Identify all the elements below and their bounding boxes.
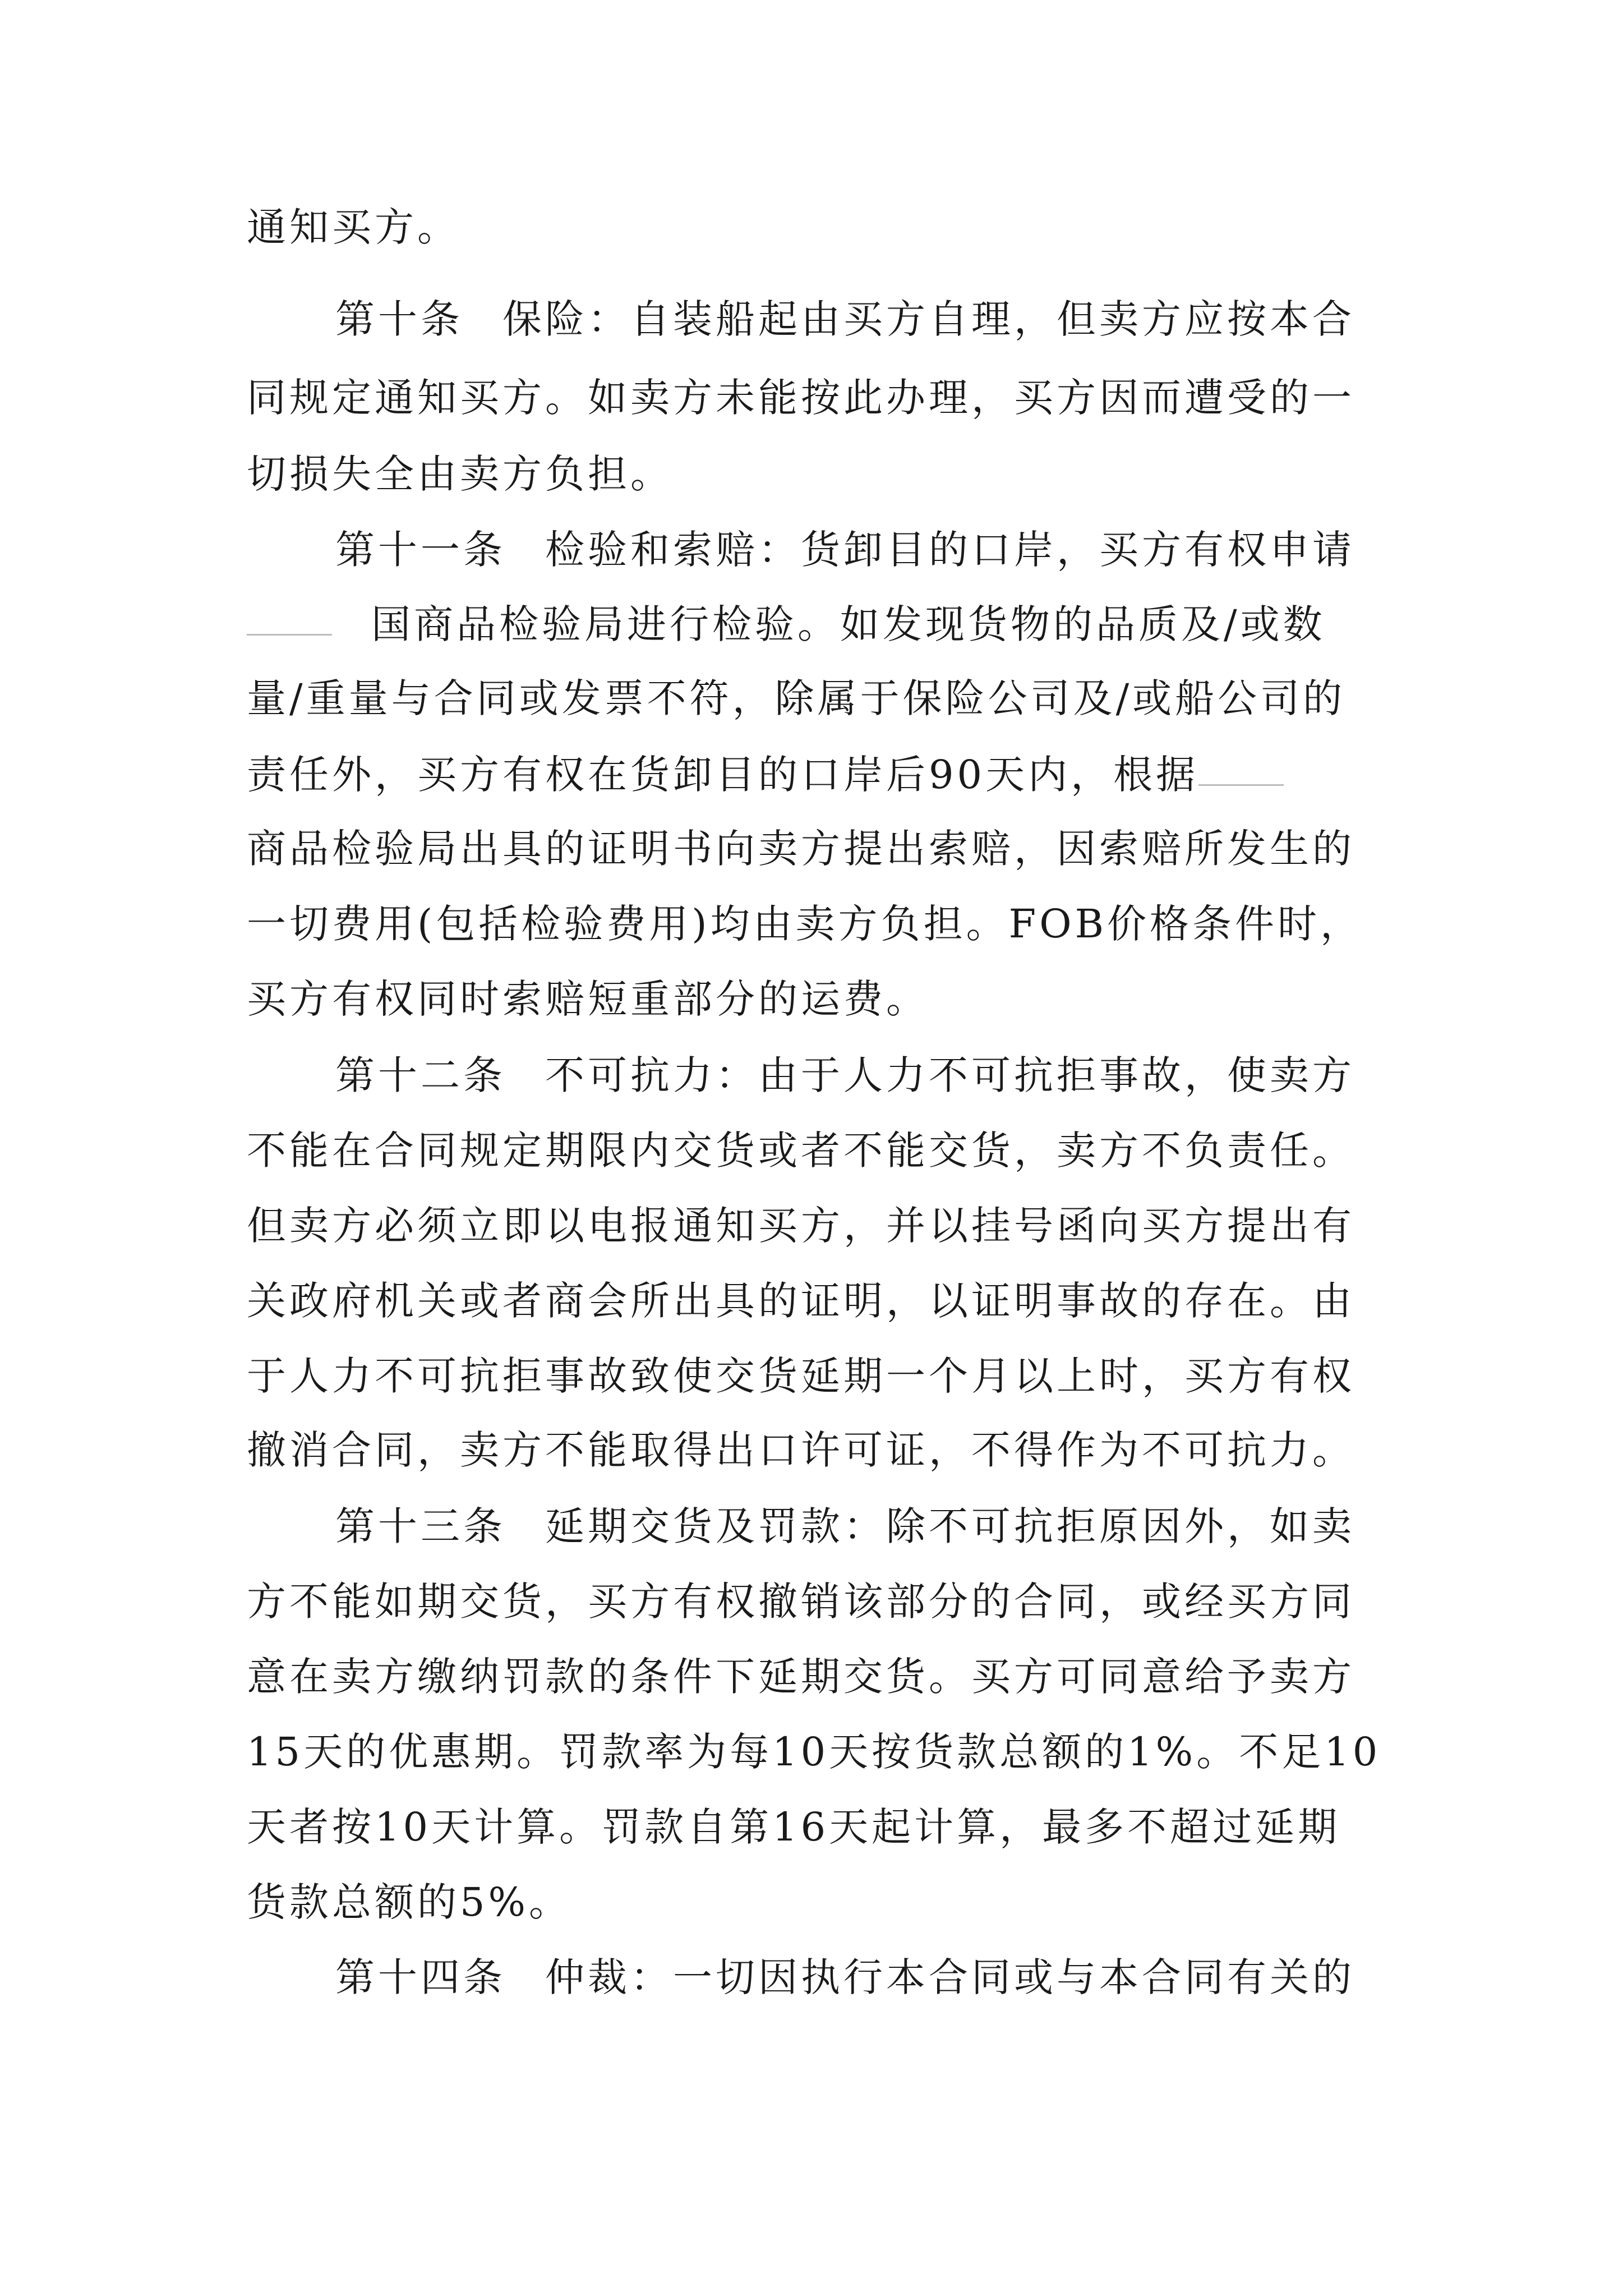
text-line: 货款总额的5%。 xyxy=(247,1879,572,1925)
text-line: 国商品检验局进行检验。如发现货物的品质及/或数 xyxy=(247,599,1326,650)
article-14-first-line: 第十四条 仲裁：一切因执行本合同或与本合同有关的 xyxy=(335,1954,1355,2000)
article-heading: 第十二条 xyxy=(335,1052,506,1098)
text-line: 意在卖方缴纳罚款的条件下延期交货。买方可同意给予卖方 xyxy=(247,1654,1355,1700)
text-line: 通知买方。 xyxy=(247,204,460,250)
article-11-first-line: 第十一条 检验和索赔：货卸目的口岸，买方有权申请 xyxy=(335,527,1355,573)
text-line: 但卖方必须立即以电报通知买方，并以挂号函向买方提出有 xyxy=(247,1203,1355,1249)
text-line: 量/重量与合同或发票不符，除属于保险公司及/或船公司的 xyxy=(247,675,1346,721)
article-10-first-line: 第十条 保险：自装船起由买方自理，但卖方应按本合 xyxy=(335,296,1355,342)
text-line: 天者按10天计算。罚款自第16天起计算，最多不超过延期 xyxy=(247,1804,1341,1850)
fill-in-blank xyxy=(247,599,332,636)
text-line: 一切费用(包括检验费用)均由卖方负担。FOB价格条件时， xyxy=(247,901,1363,947)
article-heading: 第十一条 xyxy=(335,527,506,573)
text-line: 撤消合同，卖方不能取得出口许可证，不得作为不可抗力。 xyxy=(247,1427,1355,1473)
article-heading: 第十三条 xyxy=(335,1503,506,1549)
article-13-first-line: 第十三条 延期交货及罚款：除不可抗拒原因外，如卖 xyxy=(335,1503,1355,1549)
text-line: 15天的优惠期。罚款率为每10天按货款总额的1%。不足10 xyxy=(247,1729,1381,1775)
fill-in-blank xyxy=(1198,749,1284,786)
text-line: 同规定通知买方。如卖方未能按此办理，买方因而遭受的一 xyxy=(247,375,1355,421)
text-line: 关政府机关或者商会所出具的证明，以证明事故的存在。由 xyxy=(247,1278,1355,1324)
text-line: 切损失全由卖方负担。 xyxy=(247,451,673,497)
text-line: 责任外，买方有权在货卸目的口岸后90天内，根据 xyxy=(247,749,1284,800)
text-line: 不能在合同规定期限内交货或者不能交货，卖方不负责任。 xyxy=(247,1128,1355,1174)
article-heading: 第十四条 xyxy=(335,1954,506,2000)
article-12-first-line: 第十二条 不可抗力：由于人力不可抗拒事故，使卖方 xyxy=(335,1052,1355,1098)
text-line: 商品检验局出具的证明书向卖方提出索赔，因索赔所发生的 xyxy=(247,826,1355,872)
text-line: 买方有权同时索赔短重部分的运费。 xyxy=(247,976,929,1022)
text-line: 方不能如期交货，买方有权撤销该部分的合同，或经买方同 xyxy=(247,1579,1355,1625)
text-line: 于人力不可抗拒事故致使交货延期一个月以上时，买方有权 xyxy=(247,1353,1355,1399)
article-heading: 第十条 xyxy=(335,296,463,342)
